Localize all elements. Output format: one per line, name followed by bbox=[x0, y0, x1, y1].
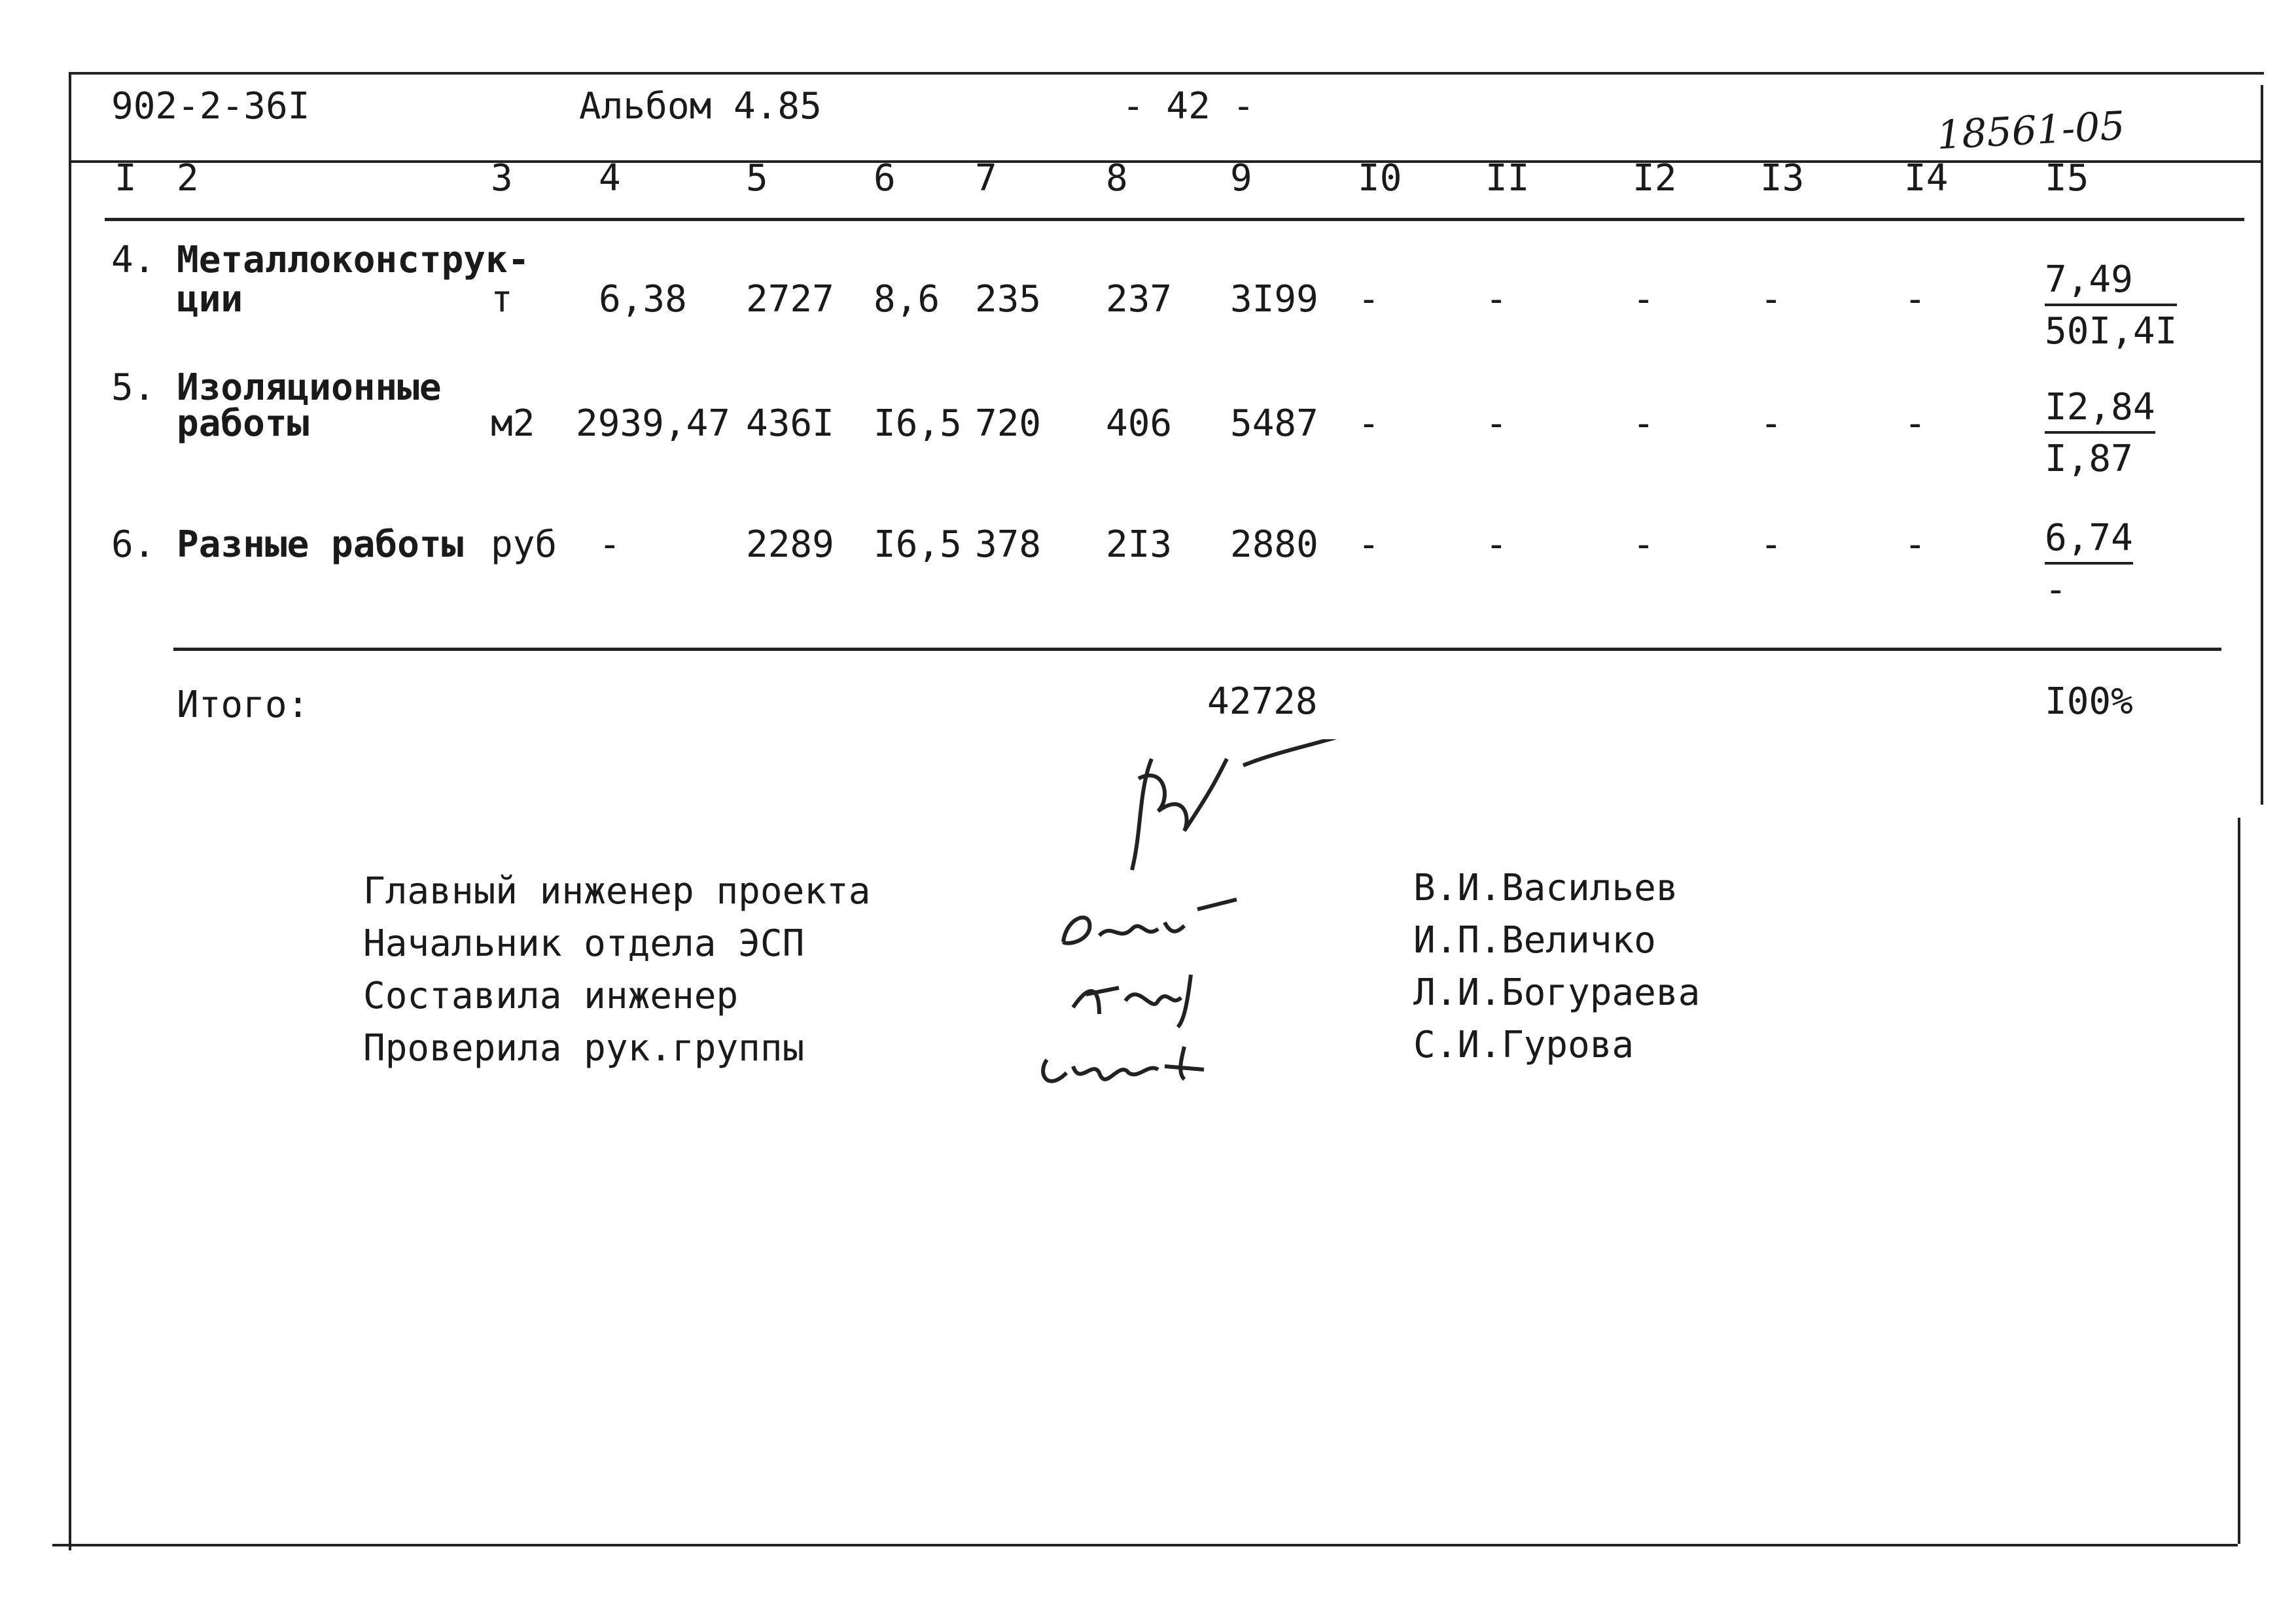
column-number: II bbox=[1485, 157, 1530, 200]
cell-col7: 720 bbox=[975, 402, 1042, 445]
row-name-line1: Разные работы bbox=[177, 523, 464, 566]
cell-col4: - bbox=[599, 523, 621, 566]
row-number: 4. bbox=[111, 239, 156, 281]
cell-col13: - bbox=[1760, 523, 1782, 566]
fraction-denominator: I,87 bbox=[2045, 438, 2133, 480]
handwritten-signature-3 bbox=[1060, 962, 1230, 1034]
total-label: Итого: bbox=[177, 684, 309, 726]
row-unit: руб bbox=[491, 523, 557, 566]
fraction-numerator: I2,84 bbox=[2045, 386, 2155, 434]
cell-col6: I6,5 bbox=[874, 402, 962, 445]
signature-name: И.П.Величко bbox=[1413, 919, 1656, 962]
row-name-line1: Изоляционные bbox=[177, 366, 442, 409]
column-number: I0 bbox=[1358, 157, 1402, 200]
column-number: 7 bbox=[975, 157, 997, 200]
column-number: 4 bbox=[599, 157, 621, 200]
cell-col7: 378 bbox=[975, 523, 1042, 566]
cell-col6: 8,6 bbox=[874, 278, 940, 321]
cell-col12: - bbox=[1633, 523, 1655, 566]
cell-col14: - bbox=[1904, 523, 1926, 566]
cell-col8: 237 bbox=[1106, 278, 1173, 321]
cell-col13: - bbox=[1760, 278, 1782, 321]
handwritten-signature-4 bbox=[1034, 1034, 1230, 1099]
row-unit: м2 bbox=[491, 402, 535, 445]
cell-col13: - bbox=[1760, 402, 1782, 445]
signature-name: В.И.Васильев bbox=[1413, 867, 1678, 909]
cell-col5: 436I bbox=[746, 402, 834, 445]
column-number: 2 bbox=[177, 157, 199, 200]
column-number: 3 bbox=[491, 157, 513, 200]
cell-col8: 406 bbox=[1106, 402, 1173, 445]
column-number: 5 bbox=[746, 157, 768, 200]
cell-col8: 2I3 bbox=[1106, 523, 1173, 566]
cell-col4: 6,38 bbox=[599, 278, 687, 321]
handwritten-signature-1 bbox=[1112, 739, 1361, 883]
album-label: Альбом 4.85 bbox=[579, 85, 822, 128]
bottom-border-line bbox=[52, 1544, 2238, 1546]
cell-col15-fraction bbox=[2045, 386, 2155, 480]
fraction-denominator: 50I,4I bbox=[2045, 310, 2178, 353]
doc-code: 902-2-36I bbox=[111, 85, 310, 128]
column-number: 8 bbox=[1106, 157, 1128, 200]
cell-col9: 2880 bbox=[1230, 523, 1318, 566]
row-unit: т bbox=[491, 278, 513, 321]
cell-col12: - bbox=[1633, 402, 1655, 445]
cell-col12: - bbox=[1633, 278, 1655, 321]
row-name-line2: работы bbox=[177, 402, 309, 445]
cell-col9: 5487 bbox=[1230, 402, 1318, 445]
signature-name: Л.И.Богураева bbox=[1413, 971, 1701, 1014]
fraction-numerator: 6,74 bbox=[2045, 517, 2133, 565]
signature-name: С.И.Гурова bbox=[1413, 1024, 1634, 1066]
left-border-line bbox=[69, 72, 71, 1550]
top-border-line bbox=[69, 72, 2264, 75]
cell-col14: - bbox=[1904, 278, 1926, 321]
column-number: I3 bbox=[1760, 157, 1805, 200]
right-border-line-lower bbox=[2238, 818, 2240, 1544]
cell-col5: 2289 bbox=[746, 523, 834, 566]
fraction-numerator: 7,49 bbox=[2045, 258, 2177, 306]
right-border-line bbox=[2261, 85, 2263, 805]
cell-col9: 3I99 bbox=[1230, 278, 1318, 321]
column-number: 6 bbox=[874, 157, 896, 200]
signature-role: Проверила рук.группы bbox=[363, 1027, 805, 1070]
columns-rule bbox=[105, 218, 2244, 221]
row-name-line1: Металлоконструк- bbox=[177, 239, 530, 281]
cell-col11: - bbox=[1485, 402, 1508, 445]
cell-col7: 235 bbox=[975, 278, 1042, 321]
cell-col14: - bbox=[1904, 402, 1926, 445]
cell-col10: - bbox=[1358, 402, 1380, 445]
handwritten-signature-2 bbox=[1053, 890, 1250, 962]
row-name-line2: ции bbox=[177, 278, 243, 321]
cell-col4: 2939,47 bbox=[576, 402, 731, 445]
stamp-number: 18561-05 bbox=[1935, 103, 2127, 159]
cell-col10: - bbox=[1358, 278, 1380, 321]
cell-col6: I6,5 bbox=[874, 523, 962, 566]
column-number: I5 bbox=[2045, 157, 2089, 200]
cell-col15-fraction bbox=[2045, 258, 2177, 353]
cell-col5: 2727 bbox=[746, 278, 834, 321]
column-number: I bbox=[115, 157, 137, 200]
signature-role: Составила инженер bbox=[363, 975, 739, 1017]
total-percent: I00% bbox=[2045, 680, 2133, 723]
signature-role: Главный инженер проекта bbox=[363, 870, 871, 913]
page-number: - 42 - bbox=[1122, 85, 1255, 128]
signature-role: Начальник отдела ЭСП bbox=[363, 922, 805, 965]
cell-col11: - bbox=[1485, 278, 1508, 321]
fraction-denominator: - bbox=[2045, 568, 2067, 611]
cell-col10: - bbox=[1358, 523, 1380, 566]
cell-col11: - bbox=[1485, 523, 1508, 566]
column-number: I4 bbox=[1904, 157, 1949, 200]
column-number: 9 bbox=[1230, 157, 1252, 200]
row-number: 5. bbox=[111, 366, 156, 409]
cell-col15-fraction bbox=[2045, 517, 2133, 611]
total-value: 42728 bbox=[1207, 680, 1318, 723]
row-number: 6. bbox=[111, 523, 156, 566]
total-rule bbox=[173, 648, 2221, 651]
column-number: I2 bbox=[1633, 157, 1677, 200]
